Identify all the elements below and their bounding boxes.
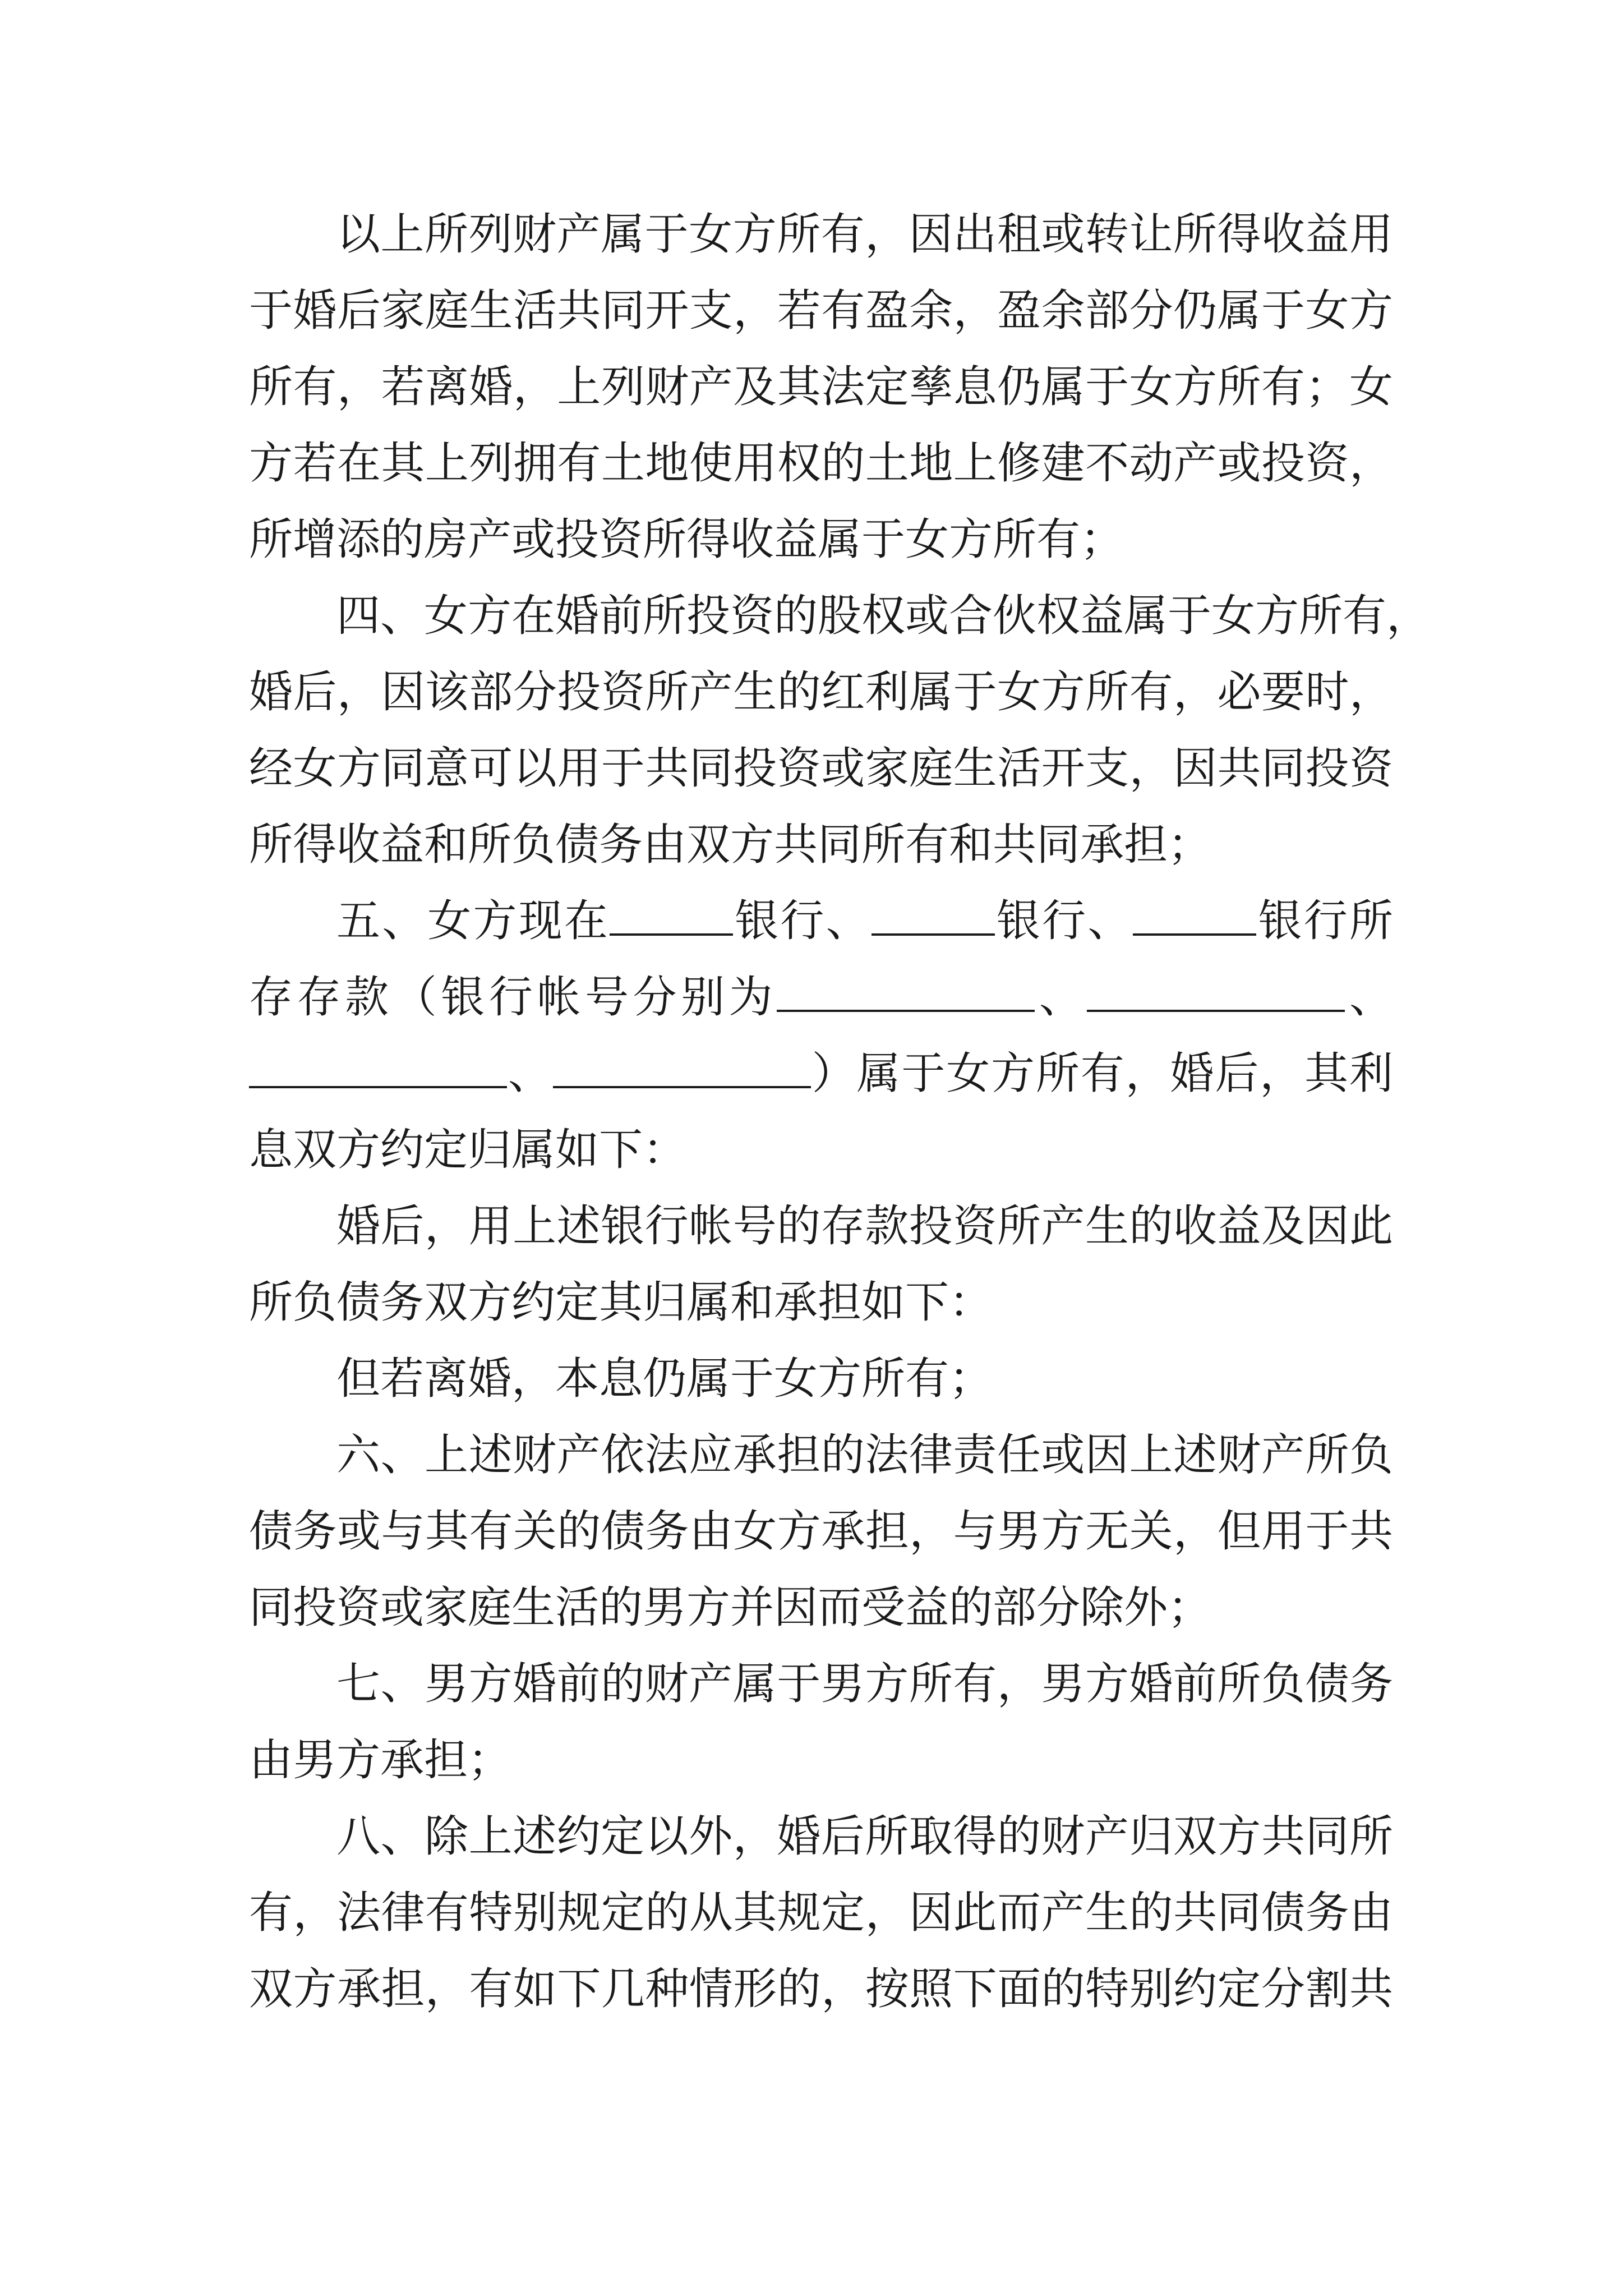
paragraph-line: 以上所列财产属于女方所有，因出租或转让所得收益用 <box>336 209 1393 260</box>
text-segment: 、 <box>1035 972 1087 1023</box>
fill-in-blank <box>610 896 733 936</box>
text-segment: 、 <box>507 1048 553 1099</box>
paragraph-line: 但若离婚，本息仍属于女方所有； <box>336 1354 993 1404</box>
fill-in-blank <box>553 1049 811 1088</box>
paragraph-line: 有，法律有特别规定的从其规定，因此而产生的共同债务由 <box>249 1888 1393 1938</box>
paragraph-line: 双方承担，有如下几种情形的，按照下面的特别约定分割共 <box>249 1964 1393 2014</box>
paragraph-line: 于婚后家庭生活共同开支，若有盈余，盈余部分仍属于女方 <box>249 286 1393 336</box>
paragraph-line: 债务或与其有关的债务由女方承担，与男方无关，但用于共 <box>249 1506 1393 1557</box>
text-segment: 银行所 <box>1256 896 1393 946</box>
fill-in-blank <box>249 1049 507 1088</box>
paragraph-line: 婚后，用上述银行帐号的存款投资所产生的收益及因此 <box>336 1201 1393 1251</box>
text-segment: 存存款（银行帐号分别为 <box>249 972 777 1023</box>
paragraph-line: 所有，若离婚，上列财产及其法定孳息仍属于女方所有；女 <box>249 362 1393 412</box>
paragraph-line <box>249 1036 1393 1112</box>
text-segment: ）属于女方所有，婚后，其利 <box>810 1048 1393 1099</box>
paragraph-line: 所得收益和所负债务由双方共同所有和共同承担； <box>249 820 1212 870</box>
paragraph-line <box>249 883 1393 959</box>
text-segment: 银行、 <box>994 896 1133 946</box>
paragraph-line: 七、男方婚前的财产属于男方所有，男方婚前所负债务 <box>336 1659 1393 1709</box>
paragraph-line: 婚后，因该部分投资所产生的红利属于女方所有，必要时， <box>249 667 1393 717</box>
paragraph-line: 经女方同意可以用于共同投资或家庭生活开支，因共同投资 <box>249 743 1393 794</box>
text-segment: 银行、 <box>733 896 872 946</box>
fill-in-blank <box>777 973 1035 1012</box>
document-body <box>249 196 1431 2027</box>
fill-in-blank <box>1133 896 1256 936</box>
paragraph-line: 由男方承担； <box>249 1735 512 1786</box>
paragraph-line: 所增添的房产或投资所得收益属于女方所有； <box>249 514 1124 565</box>
text-segment: 五、女方现在 <box>336 896 610 946</box>
fill-in-blank <box>872 896 995 936</box>
fill-in-blank <box>1087 973 1345 1012</box>
paragraph-line: 四、女方在婚前所投资的股权或合伙权益属于女方所有， <box>336 591 1431 641</box>
paragraph-line: 息双方约定归属如下： <box>249 1125 687 1175</box>
paragraph-line: 八、除上述约定以外，婚后所取得的财产归双方共同所 <box>336 1811 1393 1862</box>
text-segment: 、 <box>1345 972 1393 1023</box>
paragraph-line <box>249 959 1393 1036</box>
paragraph-line: 所负债务双方约定其归属和承担如下： <box>249 1277 993 1328</box>
paragraph-line: 同投资或家庭生活的男方并因而受益的部分除外； <box>249 1582 1212 1633</box>
paragraph-line: 方若在其上列拥有土地使用权的土地上修建不动产或投资， <box>249 438 1393 489</box>
paragraph-line: 六、上述财产依法应承担的法律责任或因上述财产所负 <box>336 1430 1393 1480</box>
